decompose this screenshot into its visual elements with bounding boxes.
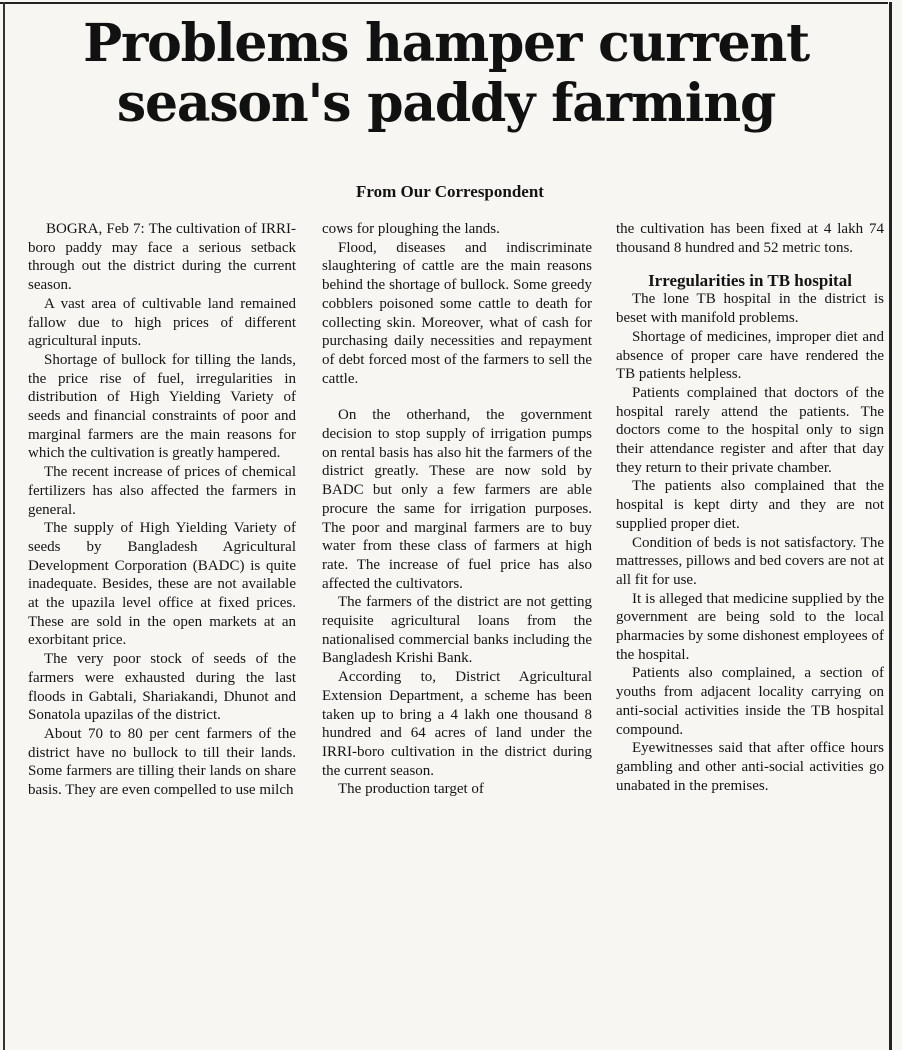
paragraph: The very poor stock of seeds of the farmers were exhausted during the last floods in Gabtali, Shariakandi, Dhunot and Sonatola upazilas of the district. — [28, 651, 296, 724]
paragraph: The production target of — [338, 781, 484, 798]
right-rule — [889, 2, 892, 1050]
paragraph: The lone TB hospital in the district is beset with manifold problems. — [616, 291, 884, 327]
paragraph: Condition of beds is not satisfactory. The mattresses, pillows and bed covers are not at all fit for use. — [616, 534, 884, 588]
paragraph: Flood, diseases and indiscriminate slaughtering of cattle are the main reasons behind the shortage of bullock. Some greedy cobblers poisoned some cattle to death for collecting skin. Moreover, what of cash for purchasing daily necessities and repayment of debt forced most of the farmers to sell the cattle. — [322, 239, 592, 387]
subheading: Irregularities in TB hospital — [648, 271, 852, 291]
column-1 — [28, 220, 296, 800]
paragraph: It is alleged that medicine supplied by the government are being sold to the local pharmacies by some dishonest employees of the hospital. — [616, 590, 884, 663]
column-2 — [322, 220, 592, 799]
paragraph: On the otherhand, the government decision to stop supply of irrigation pumps on rental basis has also hit the farmers of the district greatly. These are now sold by BADC but only a few farmers are able procure the same for irrigation purposes. The poor and marginal farmers are to buy water from these class of farmers at high rate. The increase of fuel price has also affected the cultivators. — [322, 407, 592, 592]
paragraph: According to, District Agricultural Extension Department, a scheme has been taken up to bring a 4 lakh one thousand 8 hundred and 64 acres of land under the IRRI-boro cultivation in the district during the current season. — [322, 669, 592, 779]
paragraph: The patients also complained that the hospital is kept dirty and they are not supplied proper diet. — [616, 478, 884, 532]
paragraph: Patients complained that doctors of the hospital rarely attend the patients. The doctors come to the hospital only to sign their attendance register and after that day they return to their private chamber. — [616, 384, 884, 476]
paragraph: A vast area of cultivable land remained fallow due to high prices of different agricultural inputs. — [28, 295, 296, 350]
byline: From Our Correspondent — [356, 182, 544, 201]
headline-line-2: season's paddy farming — [116, 73, 776, 134]
paragraph: the cultivation has been fixed at 4 lakh 74 thousand 8 hundred and 52 metric tons. — [616, 221, 884, 256]
top-rule — [0, 2, 888, 4]
paragraph: Shortage of bullock for tilling the lands, the price rise of fuel, irregularities in distribution of High Yielding Variety of seeds and financial constraints of poor and marginal farmers are the main reasons for which the cultivation is greatly hampered. — [28, 351, 296, 462]
paragraph: The recent increase of prices of chemical fertilizers has also affected the farmers in general. — [28, 464, 296, 518]
paragraph: Shortage of medicines, improper diet and absence of proper care have rendered the TB patients helpless. — [616, 328, 884, 383]
paragraph: Eyewitnesses said that after office hours gambling and other anti-social activities go unabated in the premises. — [616, 740, 884, 794]
paragraph: The supply of High Yielding Variety of seeds by Bangladesh Agricultural Development Corporation (BADC) is quite inadequate. Besides, these are not available at the upazila level office at fixed prices. These are sold in the open markets at an exorbitant price. — [28, 520, 296, 649]
paragraph: Patients also complained, a section of youths from adjacent locality carrying on anti-social activities inside the TB hospital compound. — [616, 665, 884, 738]
column-3 — [616, 220, 884, 795]
headline-line-1: Problems hamper current — [83, 13, 809, 74]
paragraph: The farmers of the district are not getting requisite agricultural loans from the nationalised commercial banks including the Bangladesh Krishi Bank. — [322, 594, 592, 667]
paragraph: BOGRA, Feb 7: The cultivation of IRRI-boro paddy may face a serious setback through out the district during the current season. — [28, 221, 296, 294]
paragraph: About 70 to 80 per cent farmers of the district have no bullock to till their lands. Some farmers are tilling their lands on share basis. They are even compelled to use milch — [28, 725, 296, 799]
headline — [10, 14, 882, 134]
paragraph: cows for ploughing the lands. — [322, 221, 500, 237]
left-rule — [3, 2, 5, 1050]
